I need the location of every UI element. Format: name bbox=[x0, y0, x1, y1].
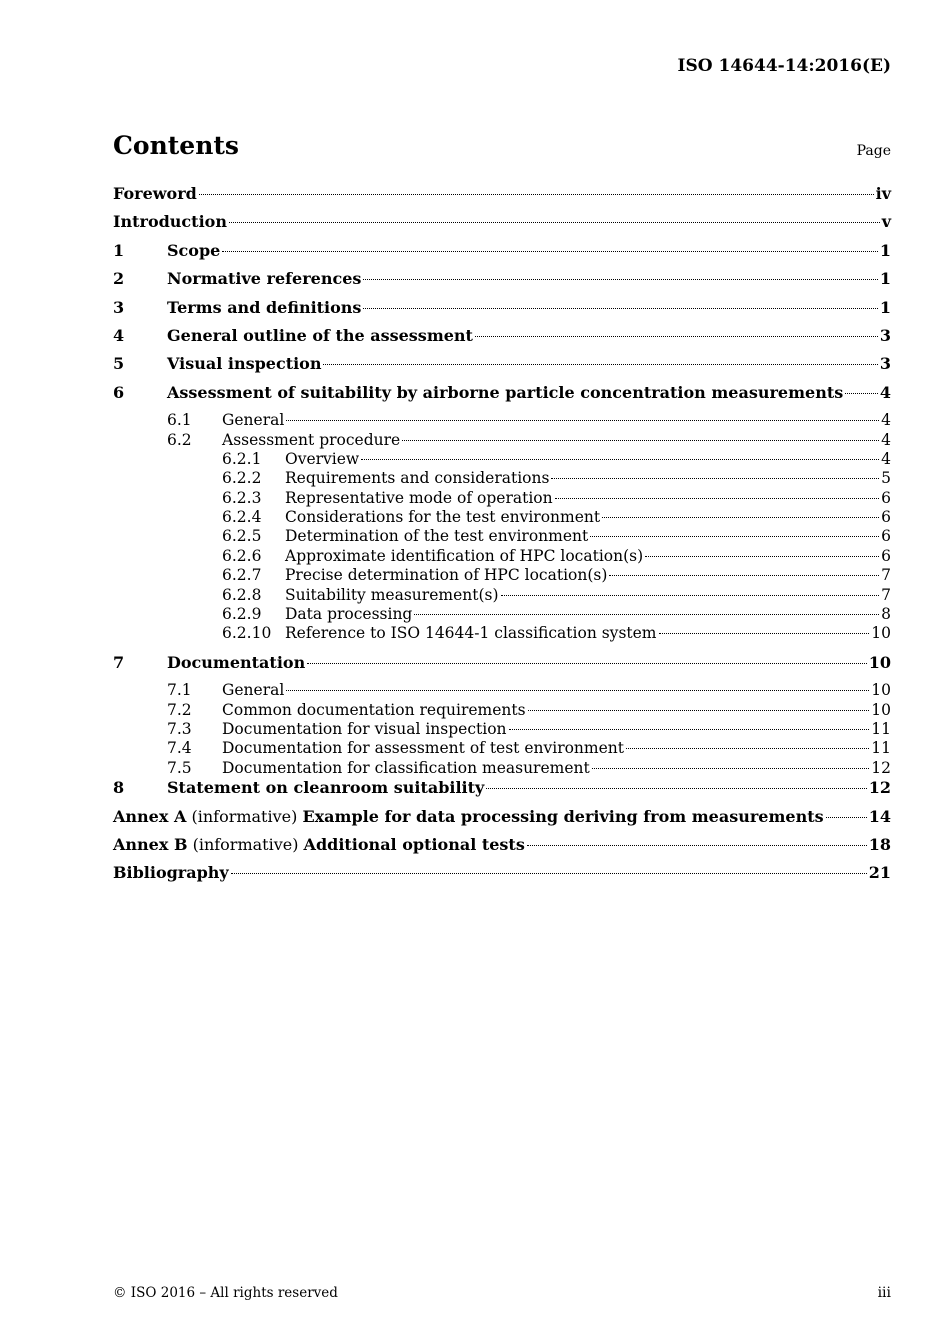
toc-entry-title bbox=[167, 326, 473, 345]
dot-leader bbox=[659, 633, 870, 634]
toc-entry-page: 1 bbox=[879, 269, 891, 289]
toc-entry-page: 3 bbox=[879, 354, 891, 374]
table-of-contents bbox=[113, 184, 891, 892]
toc-entry-label: Determination of the test environment bbox=[285, 527, 589, 546]
toc-entry[interactable] bbox=[113, 508, 891, 527]
toc-entry-annex-title: Additional optional tests bbox=[303, 834, 525, 854]
toc-entry-title bbox=[113, 212, 227, 231]
dot-leader bbox=[590, 536, 879, 537]
toc-entry-annex-title: Example for data processing deriving from measurements bbox=[302, 806, 824, 826]
toc-entry-label: Assessment of suitability by airborne particle concentration measurements bbox=[167, 382, 844, 402]
toc-entry[interactable] bbox=[113, 489, 891, 508]
toc-entry-page: 7 bbox=[881, 585, 891, 604]
toc-spacer bbox=[113, 644, 891, 653]
toc-entry-page: 1 bbox=[879, 240, 891, 260]
toc-entry-page: 10 bbox=[871, 700, 891, 719]
toc-entry[interactable] bbox=[113, 469, 891, 488]
toc-entry-label: Considerations for the test environment bbox=[285, 508, 601, 527]
dot-leader bbox=[486, 788, 866, 789]
toc-entry[interactable] bbox=[113, 566, 891, 585]
toc-entry-label: Statement on cleanroom suitability bbox=[167, 778, 485, 798]
toc-entry-label: Suitability measurement(s) bbox=[285, 585, 499, 604]
toc-entry-title bbox=[222, 411, 284, 429]
toc-entry-number: 6.2.10 bbox=[222, 624, 272, 643]
toc-entry-title bbox=[285, 586, 499, 604]
toc-entry[interactable] bbox=[113, 184, 891, 212]
dot-leader bbox=[286, 420, 879, 421]
toc-entry-label: Common documentation requirements bbox=[222, 700, 526, 719]
toc-entry-title bbox=[222, 739, 624, 757]
toc-entry-page: 14 bbox=[868, 806, 891, 826]
toc-entry-title bbox=[285, 469, 549, 487]
toc-entry[interactable] bbox=[113, 450, 891, 469]
toc-entry-number: 7 bbox=[113, 652, 125, 672]
dot-leader bbox=[845, 393, 878, 394]
toc-entry-number: 7.4 bbox=[167, 739, 192, 758]
dot-leader bbox=[231, 873, 867, 874]
toc-entry-number: 6.1 bbox=[167, 411, 192, 430]
toc-entry[interactable] bbox=[113, 411, 891, 430]
dot-leader bbox=[826, 817, 867, 818]
toc-entry[interactable] bbox=[113, 527, 891, 546]
toc-entry-label: Scope bbox=[167, 240, 221, 260]
toc-entry-page: 12 bbox=[868, 778, 891, 798]
toc-entry-title bbox=[285, 624, 657, 642]
toc-entry-number: 8 bbox=[113, 778, 125, 798]
dot-leader bbox=[555, 498, 880, 499]
toc-entry-label: Reference to ISO 14644-1 classification system bbox=[285, 624, 657, 643]
toc-entry-number: 7.2 bbox=[167, 700, 192, 719]
toc-entry[interactable] bbox=[113, 431, 891, 450]
toc-entry[interactable] bbox=[113, 605, 891, 624]
dot-leader bbox=[286, 690, 869, 691]
toc-entry-title bbox=[167, 269, 361, 288]
toc-entry-label: Approximate identification of HPC location(s) bbox=[285, 546, 644, 565]
dot-leader bbox=[402, 440, 879, 441]
toc-entry-label: Requirements and considerations bbox=[285, 469, 550, 488]
toc-entry-label: General outline of the assessment bbox=[167, 325, 473, 345]
toc-entry-number: 5 bbox=[113, 354, 125, 374]
toc-entry-number: 6.2.9 bbox=[222, 605, 262, 624]
toc-entry-page: 10 bbox=[871, 681, 891, 700]
toc-entry[interactable] bbox=[113, 759, 891, 778]
dot-leader bbox=[609, 575, 879, 576]
toc-entry-number: 6.2.7 bbox=[222, 566, 262, 585]
toc-entry[interactable] bbox=[113, 354, 891, 382]
toc-entry[interactable] bbox=[113, 586, 891, 605]
dot-leader bbox=[323, 364, 877, 365]
toc-entry-page: 4 bbox=[881, 449, 891, 468]
dot-leader bbox=[363, 308, 877, 309]
toc-entry-page: v bbox=[881, 212, 891, 232]
toc-entry-title bbox=[222, 431, 400, 449]
toc-entry-number: 6.2.5 bbox=[222, 527, 262, 546]
toc-entry-number: 3 bbox=[113, 297, 125, 317]
toc-entry-title bbox=[222, 681, 284, 699]
toc-entry-label: Normative references bbox=[167, 269, 362, 289]
dot-leader bbox=[361, 459, 879, 460]
toc-entry-number: 6 bbox=[113, 382, 125, 402]
toc-entry-page: 10 bbox=[868, 652, 891, 672]
toc-entry-number: 2 bbox=[113, 269, 125, 289]
dot-leader bbox=[222, 251, 878, 252]
toc-entry-page: 6 bbox=[881, 527, 891, 546]
toc-entry-page: 1 bbox=[879, 297, 891, 317]
dot-leader bbox=[229, 222, 880, 223]
dot-leader bbox=[602, 517, 879, 518]
dot-leader bbox=[363, 279, 877, 280]
toc-entry-page: 6 bbox=[881, 508, 891, 527]
contents-title: Contents bbox=[113, 131, 240, 160]
document-id: ISO 14644-14:2016(E) bbox=[677, 56, 891, 76]
toc-entry-label: Documentation for assessment of test environment bbox=[222, 739, 625, 758]
toc-entry-page: 8 bbox=[881, 605, 891, 624]
toc-entry-page: 6 bbox=[881, 488, 891, 507]
toc-entry-number: 6.2.1 bbox=[222, 449, 262, 468]
dot-leader bbox=[475, 336, 878, 337]
toc-entry-number: 6.2.2 bbox=[222, 469, 262, 488]
toc-entry[interactable] bbox=[113, 241, 891, 269]
toc-entry-title bbox=[285, 527, 588, 545]
toc-entry-page: 3 bbox=[879, 325, 891, 345]
toc-entry-number: 6.2 bbox=[167, 430, 192, 449]
toc-entry[interactable] bbox=[113, 269, 891, 297]
toc-entry-label: Documentation for visual inspection bbox=[222, 719, 507, 738]
toc-entry-label: Documentation bbox=[167, 652, 306, 672]
toc-entry-number: 7.5 bbox=[167, 758, 192, 777]
toc-entry-page: 6 bbox=[881, 546, 891, 565]
toc-entry-title bbox=[285, 508, 600, 526]
toc-entry-title bbox=[222, 701, 526, 719]
toc-entry-number: 6.2.4 bbox=[222, 508, 262, 527]
contents-heading-row bbox=[113, 131, 891, 165]
toc-entry-title bbox=[285, 547, 643, 565]
toc-entry[interactable] bbox=[113, 212, 891, 240]
dot-leader bbox=[626, 748, 869, 749]
toc-entry-label: General bbox=[222, 681, 285, 700]
page-column-label: Page bbox=[856, 143, 891, 159]
toc-entry-label: Overview bbox=[285, 449, 360, 468]
toc-entry-title bbox=[167, 241, 220, 260]
dot-leader bbox=[528, 710, 870, 711]
toc-entry-title bbox=[285, 489, 553, 507]
toc-entry[interactable] bbox=[113, 739, 891, 758]
toc-entry-label: Data processing bbox=[285, 605, 413, 624]
toc-entry[interactable] bbox=[113, 547, 891, 566]
toc-entry-label: Bibliography bbox=[113, 863, 229, 883]
toc-entry[interactable] bbox=[113, 298, 891, 326]
toc-entry-label: Precise determination of HPC location(s) bbox=[285, 566, 608, 585]
toc-entry-page: 10 bbox=[871, 624, 891, 643]
toc-entry-page: 12 bbox=[871, 758, 891, 777]
toc-entry-number: 7.3 bbox=[167, 719, 192, 738]
toc-entry-number: 6.2.6 bbox=[222, 546, 262, 565]
toc-entry[interactable] bbox=[113, 383, 891, 411]
toc-entry-page: 5 bbox=[881, 469, 891, 488]
toc-entry-page: 4 bbox=[879, 382, 891, 402]
toc-entry[interactable] bbox=[113, 681, 891, 700]
toc-entry-label: Visual inspection bbox=[167, 354, 322, 374]
toc-entry-label: Foreword bbox=[113, 184, 197, 203]
toc-entry[interactable] bbox=[113, 778, 891, 806]
toc-entry-title bbox=[285, 450, 359, 468]
toc-entry-label: Documentation for classification measurement bbox=[222, 758, 590, 777]
toc-entry-title bbox=[167, 298, 361, 317]
toc-entry-label: Assessment procedure bbox=[222, 430, 401, 449]
toc-entry-label: Annex A bbox=[113, 806, 187, 826]
toc-entry-label: General bbox=[222, 411, 285, 430]
copyright-notice: © ISO 2016 – All rights reserved bbox=[113, 1285, 338, 1301]
toc-entry-title bbox=[167, 653, 305, 672]
toc-entry-title bbox=[113, 835, 525, 854]
toc-entry-title bbox=[167, 778, 484, 797]
toc-entry[interactable] bbox=[113, 807, 891, 835]
dot-leader bbox=[645, 556, 879, 557]
toc-entry[interactable] bbox=[113, 835, 891, 863]
toc-entry-number: 6.2.8 bbox=[222, 585, 262, 604]
toc-entry-page: 18 bbox=[868, 834, 891, 854]
toc-entry-label: Representative mode of operation bbox=[285, 488, 553, 507]
toc-entry[interactable] bbox=[113, 326, 891, 354]
toc-entry[interactable] bbox=[113, 720, 891, 739]
toc-entry-annex-type: (informative) bbox=[186, 806, 303, 826]
toc-entry-label: Annex B bbox=[113, 834, 188, 854]
toc-entry-title bbox=[167, 383, 843, 402]
toc-entry-number: 4 bbox=[113, 325, 125, 345]
toc-entry-title bbox=[113, 863, 229, 882]
dot-leader bbox=[551, 478, 879, 479]
page-number: iii bbox=[877, 1285, 891, 1301]
toc-entry-page: iv bbox=[875, 184, 891, 203]
toc-entry-title bbox=[222, 759, 590, 777]
toc-entry[interactable] bbox=[113, 653, 891, 681]
toc-entry-number: 7.1 bbox=[167, 681, 192, 700]
toc-entry-title bbox=[113, 184, 197, 203]
toc-entry-label: Terms and definitions bbox=[167, 297, 362, 317]
toc-entry-label: Introduction bbox=[113, 212, 227, 232]
toc-entry[interactable] bbox=[113, 624, 891, 643]
toc-entry-number: 1 bbox=[113, 240, 125, 260]
toc-entry-title bbox=[285, 566, 607, 584]
toc-entry-title bbox=[113, 807, 824, 826]
toc-entry-page: 11 bbox=[871, 719, 891, 738]
toc-entry-page: 21 bbox=[868, 863, 891, 883]
toc-entry-page: 7 bbox=[881, 566, 891, 585]
dot-leader bbox=[527, 845, 867, 846]
toc-entry-title bbox=[167, 354, 321, 373]
dot-leader bbox=[592, 768, 870, 769]
toc-entry-number: 6.2.3 bbox=[222, 488, 262, 507]
toc-entry-page: 4 bbox=[881, 430, 891, 449]
toc-entry-title bbox=[285, 605, 412, 623]
toc-entry-title bbox=[222, 720, 507, 738]
toc-entry[interactable] bbox=[113, 863, 891, 891]
dot-leader bbox=[199, 194, 874, 195]
toc-entry[interactable] bbox=[113, 701, 891, 720]
dot-leader bbox=[307, 663, 867, 664]
toc-entry-annex-type: (informative) bbox=[187, 834, 304, 854]
toc-entry-page: 11 bbox=[871, 739, 891, 758]
dot-leader bbox=[501, 595, 880, 596]
toc-entry-page: 4 bbox=[881, 411, 891, 430]
dot-leader bbox=[509, 729, 870, 730]
dot-leader bbox=[414, 614, 879, 615]
